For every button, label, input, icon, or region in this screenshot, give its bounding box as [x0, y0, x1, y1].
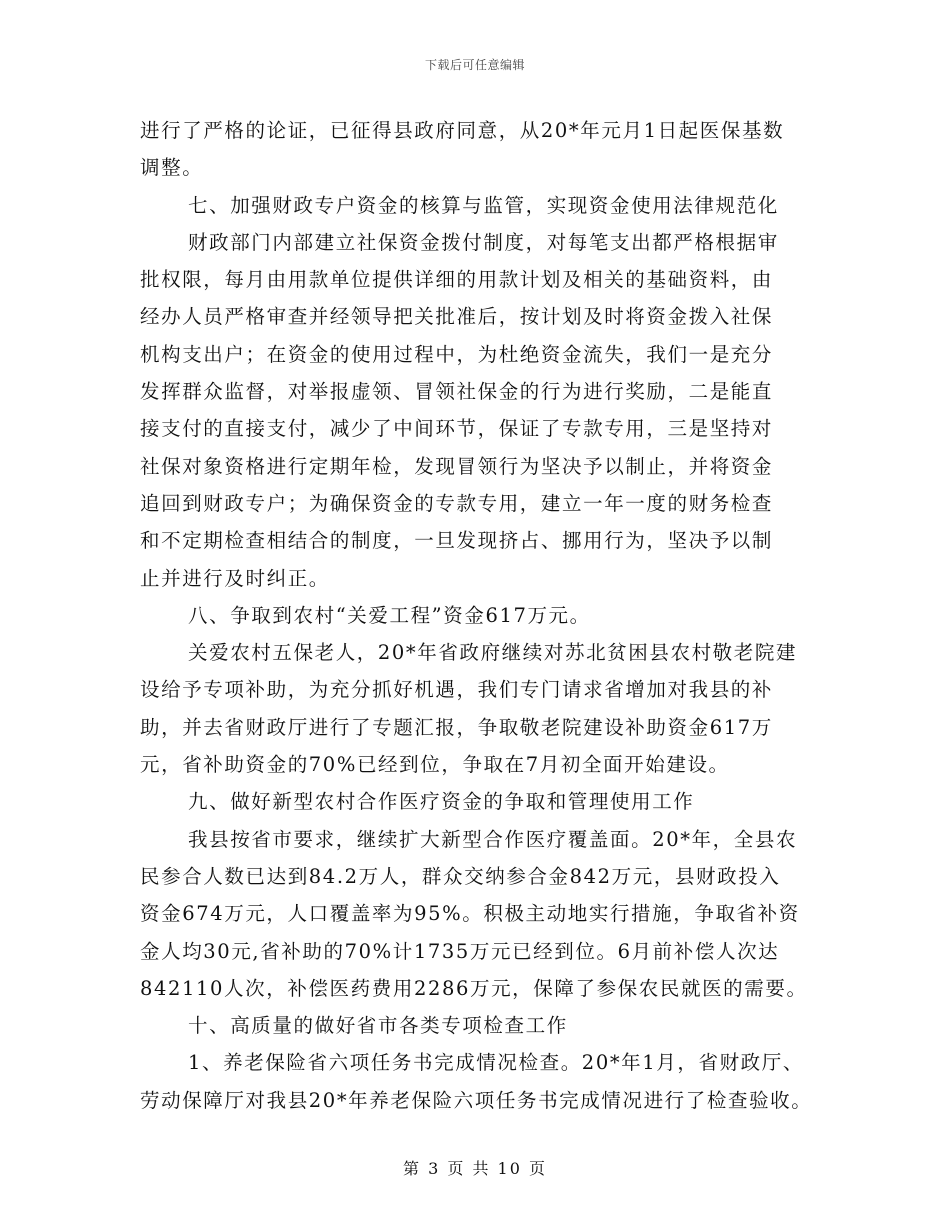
text-line: 发挥群众监督，对举报虚领、冒领社保金的行为进行奖励，二是能直 [140, 380, 774, 404]
text-line: 社保对象资格进行定期年检，发现冒领行为坚决予以制止，并将资金 [140, 454, 774, 478]
text-line: 关爱农村五保老人，20*年省政府继续对苏北贫困县农村敬老院建 [188, 641, 798, 665]
page-footer: 第 3 页 共 10 页 [403, 1159, 547, 1178]
text-line: 设给予专项补助，为充分抓好机遇，我们专门请求省增加对我县的补 [140, 678, 774, 702]
text-line: 批权限，每月由用款单位提供详细的用款计划及相关的基础资料，由 [140, 268, 774, 292]
text-line: 机构支出户；在资金的使用过程中，为杜绝资金流失，我们一是充分 [140, 342, 774, 366]
text-line: 接支付的直接支付，减少了中间环节，保证了专款专用，三是坚持对 [140, 417, 774, 441]
text-line: 助，并去省财政厅进行了专题汇报，争取敬老院建设补助资金617万 [140, 715, 773, 739]
text-line: 元，省补助资金的70%已经到位，争取在7月初全面开始建设。 [140, 753, 730, 777]
text-line: 经办人员严格审查并经领导把关批准后，按计划及时将资金拨入社保 [140, 305, 774, 329]
page-header: 下载后可任意编辑 [424, 58, 525, 72]
text-line: 进行了严格的论证，已征得县政府同意，从20*年元月1日起医保基数 [140, 119, 785, 142]
text-line: 842110人次，补偿医药费用2286万元，保障了参保农民就医的需要。 [140, 976, 808, 1000]
text-line: 七、加强财政专户资金的核算与监管，实现资金使用法律规范化 [188, 193, 779, 217]
text-line: 八、争取到农村“关爱工程”资金617万元。 [188, 603, 591, 627]
body-text [140, 112, 830, 1119]
text-line: 民参合人数已达到84.2万人，群众交纳参合金842万元，县财政投入 [140, 864, 781, 888]
text-line: 劳动保障厅对我县20*年养老保险六项任务书完成情况进行了检查验收。 [140, 1088, 813, 1112]
text-line: 金人均30元,省补助的70%计1735万元已经到位。6月前补偿人次达 [140, 939, 780, 963]
text-line: 我县按省市要求，继续扩大新型合作医疗覆盖面。20*年，全县农 [188, 827, 798, 851]
text-line: 财政部门内部建立社保资金拨付制度，对每笔支出都严格根据审 [188, 230, 779, 254]
text-line: 九、做好新型农村合作医疗资金的争取和管理使用工作 [188, 790, 695, 814]
text-line: 止并进行及时纠正。 [140, 566, 330, 590]
text-line: 1、养老保险省六项任务书完成情况检查。20*年1月，省财政厅、 [188, 1051, 804, 1075]
text-line: 十、高质量的做好省市各类专项检查工作 [188, 1014, 568, 1038]
text-line: 和不定期检查相结合的制度，一旦发现挤占、挪用行为，坚决予以制 [140, 529, 774, 553]
text-line: 资金674万元，人口覆盖率为95%。积极主动地实行措施，争取省补资 [140, 902, 800, 926]
text-line: 追回到财政专户；为确保资金的专款专用，建立一年一度的财务检查 [140, 491, 774, 515]
text-line: 调整。 [140, 156, 204, 180]
